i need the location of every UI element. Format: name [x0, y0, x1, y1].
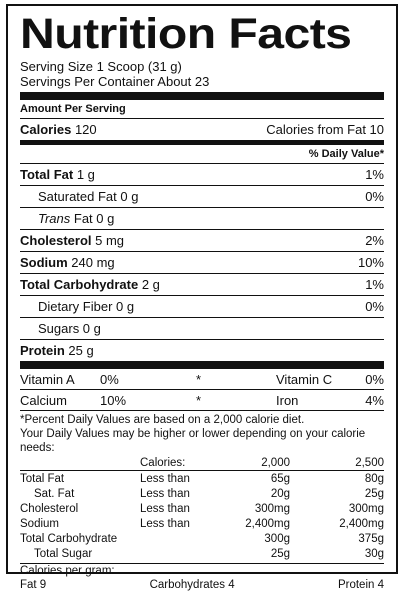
footnote-line: *Percent Daily Values are based on a 2,000 calorie diet. [20, 414, 305, 426]
thick-divider [20, 361, 384, 369]
nutrient-row-trans-fat [20, 208, 384, 229]
vitamin-separator: * [196, 371, 202, 387]
nutrient-dv: 10% [357, 255, 384, 270]
calories-value: 120 [74, 122, 97, 137]
table-row: Total Carbohydrate 300g 375g [20, 532, 384, 545]
calories-label: Calories [20, 122, 72, 137]
nutrient-label: Total Carbohydrate [20, 277, 139, 292]
calories-from-fat: Calories from Fat 10 [266, 122, 384, 137]
nutrient-amount: 1 g [76, 167, 95, 182]
nutrient-amount: 240 mg [71, 255, 115, 270]
vitamin-name: Vitamin A [20, 371, 75, 387]
footnote-line: Your Daily Values may be higher or lower depending on your calorie needs: [20, 428, 366, 454]
nutrient-amount: 25 g [68, 343, 94, 358]
vitamin-row [20, 390, 384, 410]
nutrient-row-sodium [20, 252, 384, 273]
servings-per-container: Servings Per Container About 23 [20, 74, 210, 89]
serving-size: Serving Size 1 Scoop (31 g) [20, 59, 182, 74]
nutrient-label: Dietary Fiber 0 g [38, 299, 135, 314]
nutrient-dv: 2% [365, 233, 384, 248]
serving-info [20, 59, 384, 89]
nutrient-dv: 1% [365, 167, 384, 182]
daily-values-table [20, 455, 384, 561]
vitamin-value: 10% [100, 392, 127, 408]
nutrient-row-sugars [20, 318, 384, 339]
thick-divider [20, 92, 384, 100]
cpg-protein: Protein 4 [337, 579, 384, 591]
nutrient-label: Sodium [20, 255, 68, 270]
nutrient-dv: 0% [365, 299, 384, 314]
vitamin-value: 4% [365, 392, 384, 408]
header-2500: 2,500 [355, 456, 384, 469]
vitamin-name: Iron [276, 392, 299, 408]
nutrient-label: Cholesterol [20, 233, 92, 248]
nutrient-row-cholesterol [20, 230, 384, 251]
cpg-fat: Fat 9 [20, 579, 47, 591]
vitamin-separator: * [196, 392, 202, 408]
table-row: Total Sugar 25g 30g [34, 547, 384, 560]
nutrient-label: Saturated Fat 0 g [38, 189, 139, 204]
calories-header: Calories: [140, 456, 186, 469]
calories-cell [20, 122, 97, 137]
nutrition-label [6, 4, 398, 591]
vitamin-name: Vitamin C [276, 371, 333, 387]
cpg-carbs: Carbohydrates 4 [149, 579, 235, 591]
calories-per-gram [20, 564, 384, 592]
header-2000: 2,000 [261, 456, 290, 469]
nutrient-amount: 2 g [141, 277, 160, 292]
nutrient-row-total-fat [20, 164, 384, 185]
nutrient-label: Protein [20, 343, 65, 358]
nutrient-label: Fat 0 g [70, 211, 115, 226]
nutrient-row-fiber [20, 296, 384, 317]
table-row: Sat. Fat Less than 20g 25g [34, 487, 384, 500]
nutrient-dv: 0% [365, 189, 384, 204]
footnote [20, 413, 384, 455]
nutrient-label: Sugars 0 g [38, 321, 101, 336]
table-row: Total Fat Less than 65g 80g [20, 472, 384, 485]
nutrient-amount: 5 mg [95, 233, 125, 248]
trans-italic: Trans [38, 211, 71, 226]
vitamin-value: 0% [100, 371, 119, 387]
vitamin-value: 0% [365, 371, 384, 387]
amount-per-serving: Amount Per Serving [20, 103, 126, 115]
nutrient-row-carbs [20, 274, 384, 295]
label-title: Nutrition Facts [20, 10, 352, 58]
daily-value-header: % Daily Value* [308, 148, 384, 160]
vitamin-name: Calcium [20, 392, 67, 408]
table-row: Cholesterol Less than 300mg 300mg [20, 502, 384, 515]
nutrient-label: Total Fat [20, 167, 74, 182]
nutrient-row-sat-fat [20, 186, 384, 207]
table-row: Sodium Less than 2,400mg 2,400mg [20, 517, 384, 530]
calories-per-gram-label: Calories per gram: [20, 565, 115, 577]
calories-row [20, 119, 384, 140]
table-header [20, 455, 384, 471]
nutrient-row-protein [20, 340, 384, 361]
vitamin-row [20, 369, 384, 389]
nutrient-dv: 1% [365, 277, 384, 292]
